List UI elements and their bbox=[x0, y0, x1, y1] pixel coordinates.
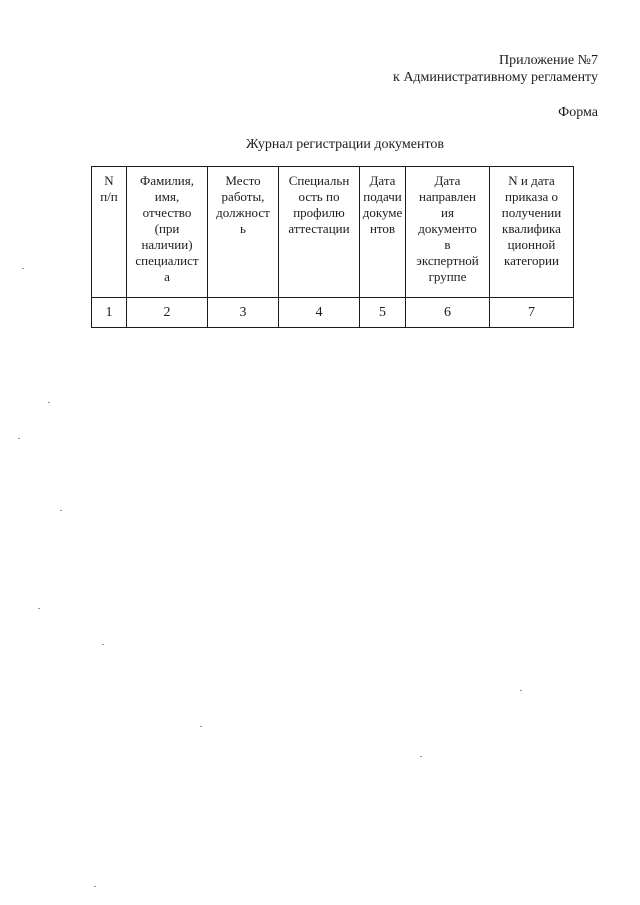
scan-speck bbox=[102, 644, 104, 645]
header-full-name: Фамилия, имя, отчество (при наличии) специалист а bbox=[127, 167, 208, 298]
table-header-row bbox=[92, 167, 574, 298]
column-number-cell: 5 bbox=[360, 298, 406, 328]
column-number-cell: 1 bbox=[92, 298, 127, 328]
scan-speck bbox=[94, 886, 96, 887]
form-label: Форма bbox=[558, 105, 598, 120]
column-number-cell: 6 bbox=[406, 298, 490, 328]
scan-speck bbox=[60, 510, 62, 511]
header-order-number-date: N и дата приказа о получении квалифика ционной категории bbox=[490, 167, 574, 298]
column-number-cell: 3 bbox=[208, 298, 279, 328]
scan-speck bbox=[420, 756, 422, 757]
registration-journal-table bbox=[91, 166, 574, 328]
scan-speck bbox=[200, 726, 202, 727]
header-referral-date: Дата направлен ия документо в экспертной группе bbox=[406, 167, 490, 298]
scan-speck bbox=[520, 690, 522, 691]
journal-title: Журнал регистрации документов bbox=[246, 137, 444, 152]
appendix-number: Приложение №7 bbox=[499, 53, 598, 68]
column-number-cell: 2 bbox=[127, 298, 208, 328]
scan-speck bbox=[38, 608, 40, 609]
scan-speck bbox=[48, 402, 50, 403]
appendix-header bbox=[393, 52, 598, 86]
header-workplace: Место работы, должност ь bbox=[208, 167, 279, 298]
appendix-reference: к Административному регламенту bbox=[393, 70, 598, 85]
column-number-cell: 4 bbox=[279, 298, 360, 328]
scan-speck bbox=[18, 438, 20, 439]
table-column-numbers-row bbox=[92, 298, 574, 328]
column-number-cell: 7 bbox=[490, 298, 574, 328]
header-specialty: Специальн ость по профилю аттестации bbox=[279, 167, 360, 298]
header-number: N п/п bbox=[92, 167, 127, 298]
scan-speck bbox=[22, 268, 24, 269]
header-submission-date: Дата подачи докуме нтов bbox=[360, 167, 406, 298]
